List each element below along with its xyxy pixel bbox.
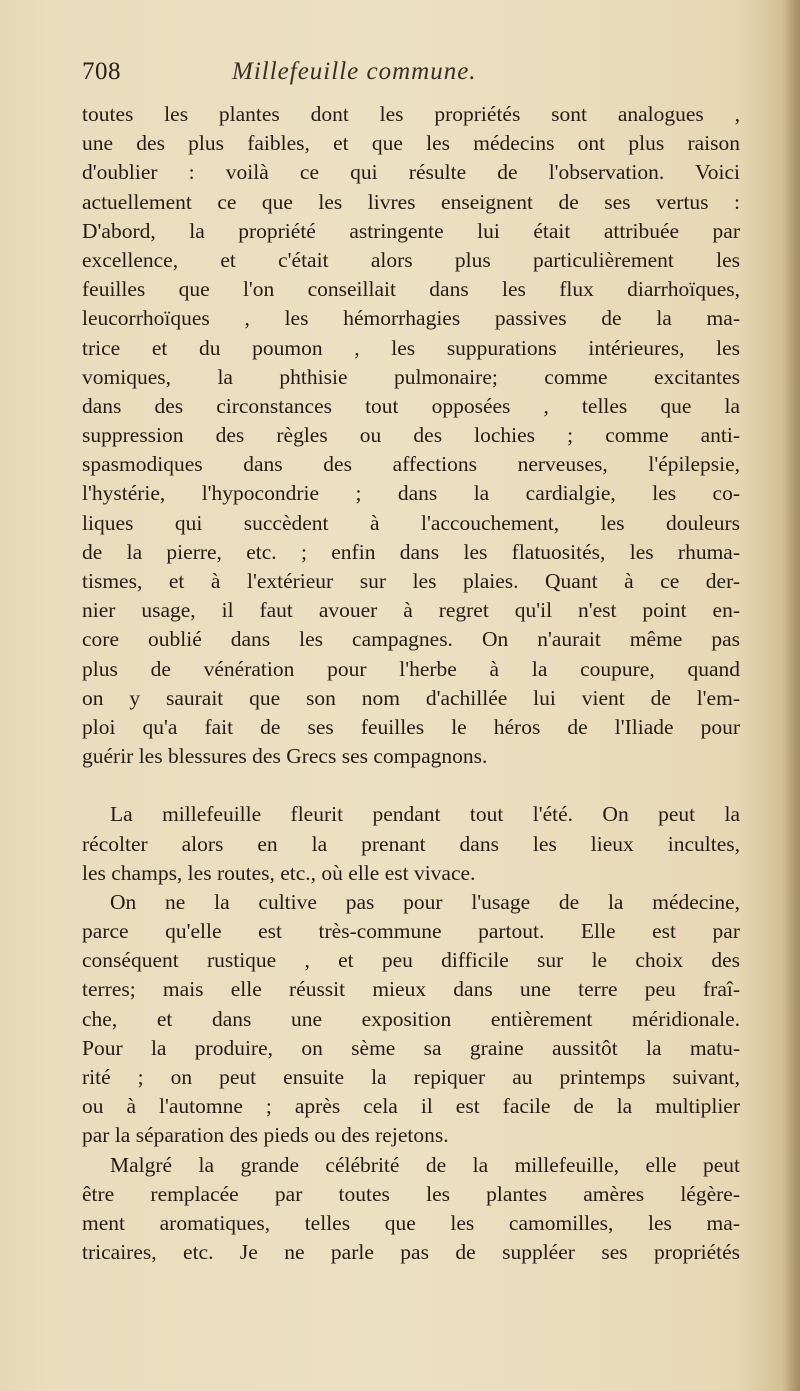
text-line: ploi qu'a fait de ses feuilles le héros de l'Iliade pour [82,714,740,739]
text-line: guérir les blessures des Grecs ses compagnons. [82,744,488,769]
text-line: D'abord, la propriété astringente lui était attribuée par [82,218,740,243]
text-line: toutes les plantes dont les propriétés sont analogues , [82,102,740,126]
text-line: nier usage, il faut avouer à regret qu'il n'est point en- [82,598,740,623]
text-line: rité ; on peut ensuite la repiquer au printemps suivant, [82,1065,740,1089]
paragraph [82,800,740,888]
text-line: tismes, et à l'extérieur sur les plaies. Quant à ce der- [82,569,740,593]
text-line: terres; mais elle réussit mieux dans une terre peu fraî- [82,977,740,1002]
paragraph [82,1151,740,1268]
text-line: La millefeuille fleurit pendant tout l'été. On peut la [110,802,740,827]
text-line: conséquent rustique , et peu difficile sur le choix des [82,948,740,973]
text-line: être remplacée par toutes les plantes amères légère- [82,1181,740,1206]
text-line: tricaires, etc. Je ne parle pas de suppléer ses propriétés [82,1240,740,1265]
text-line: parce qu'elle est très-commune partout. Elle est par [82,919,740,944]
paragraph [82,100,740,771]
text-line: dans des circonstances tout opposées , telles que la [82,393,740,418]
text-line: core oublié dans les campagnes. On n'aurait même pas [82,627,740,652]
text-line: actuellement ce que les livres enseignent de ses vertus : [82,189,740,214]
page-edge-shadow [782,0,800,1391]
text-line: excellence, et c'était alors plus particulièrement les [82,247,740,272]
text-line: Malgré la grande célébrité de la millefeuille, elle peut [110,1152,740,1177]
text-line: d'oublier : voilà ce qui résulte de l'observation. Voici [82,160,740,185]
text-line: spasmodiques dans des affections nerveuses, l'épilepsie, [82,452,740,477]
text-line: Pour la produire, on sème sa graine aussitôt la matu- [82,1035,740,1060]
text-line: récolter alors en la prenant dans les lieux incultes, [82,831,740,856]
text-line: che, et dans une exposition entièrement méridionale. [82,1006,740,1031]
page-number: 708 [82,58,121,85]
text-line: on y saurait que son nom d'achillée lui vient de l'em- [82,685,740,710]
text-line: les champs, les routes, etc., où elle est vivace. [82,860,476,885]
text-line: liques qui succèdent à l'accouchement, les douleurs [82,510,740,535]
text-line: feuilles que l'on conseillait dans les flux diarrhoïques, [82,277,740,302]
page-header [82,58,742,98]
text-line: l'hystérie, l'hypocondrie ; dans la cardialgie, les co- [82,481,740,506]
running-title: Millefeuille commune. [232,58,477,85]
text-line: de la pierre, etc. ; enfin dans les flatuosités, les rhuma- [82,539,740,564]
text-line: leucorrhoïques , les hémorrhagies passives de la ma- [82,306,740,331]
text-line: ment aromatiques, telles que les camomilles, les ma- [82,1210,740,1235]
text-line: trice et du poumon , les suppurations intérieures, les [82,335,740,360]
text-line: plus de vénération pour l'herbe à la coupure, quand [82,656,740,681]
text-line: vomiques, la phthisie pulmonaire; comme excitantes [82,364,740,389]
text-line: une des plus faibles, et que les médecins ont plus raison [82,131,740,156]
text-line: suppression des règles ou des lochies ; comme anti- [82,423,740,448]
text-line: ou à l'automne ; après cela il est facile de la multiplier [82,1094,740,1119]
paragraph [82,888,740,1151]
body-text [82,100,740,1267]
text-line: par la séparation des pieds ou des rejetons. [82,1123,449,1148]
text-line: On ne la cultive pas pour l'usage de la médecine, [110,889,740,914]
